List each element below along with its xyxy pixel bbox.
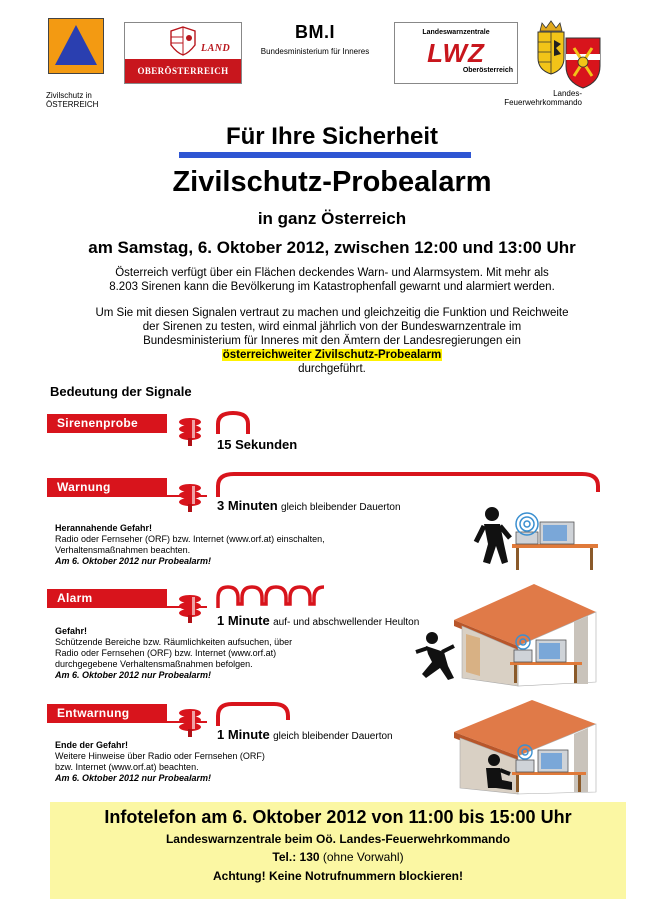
signal-info-line: Schützende Bereiche bzw. Räumlichkeiten aufsuchen, über: [55, 637, 293, 647]
person-sitting-in-house-scene: [448, 698, 600, 796]
zivilschutz-triangle-icon: [49, 19, 103, 73]
signal-info-warnung: [55, 523, 325, 567]
intro-p1-line2: 8.203 Sirenen kann die Bevölkerung im Katastrophenfall gewarnt und alarmiert werden.: [109, 281, 555, 293]
signal-duration-sirenenprobe-value: 15 Sekunden: [217, 437, 298, 452]
signal-duration-warnung: [217, 498, 401, 513]
signal-description-entwarnung: gleich bleibender Dauerton: [273, 731, 393, 742]
zivilschutz-logo: [48, 18, 104, 74]
intro-paragraph-2: [0, 306, 664, 376]
footer-warning: Achtung! Keine Notrufnummern blockieren!: [212, 869, 463, 883]
siren-icon: [177, 593, 207, 625]
person-running-into-house-scene: [414, 582, 600, 690]
signal-info-line: Radio oder Fernsehen (ORF) bzw. Internet (www.orf.at): [55, 648, 277, 658]
headline-underline: [179, 152, 471, 158]
signal-description-warnung: gleich bleibender Dauerton: [281, 502, 401, 513]
signal-info-title-warnung: Herannahende Gefahr!: [55, 523, 153, 533]
footer-telefon: [50, 850, 626, 864]
lwz-top-text: Landeswarnzentrale: [422, 29, 490, 36]
signal-tag-warnung: Warnung: [47, 478, 167, 497]
signal-wave-sirenenprobe: [214, 410, 254, 436]
bmi-subtitle: Bundesministerium für Inneres: [260, 47, 370, 56]
intro-p2-line3: Bundesministerium für Inneres mit den Ämtern der Landesregierungen ein: [143, 335, 521, 347]
siren-icon: [177, 707, 207, 739]
signal-info-line: Verhaltensmaßnahmen beachten.: [55, 545, 191, 555]
zivilschutz-caption-line2: ÖSTERREICH: [46, 100, 99, 109]
land-logo-name: OBERÖSTERREICH: [125, 59, 241, 83]
land-oberoesterreich-logo: [124, 22, 242, 84]
siren-icon: [177, 416, 207, 448]
footer-telefon-number[interactable]: Tel.: 130: [272, 850, 320, 864]
siren-icon: [177, 482, 207, 514]
footer-telefon-note: (ohne Vorwahl): [319, 850, 404, 864]
signal-duration-entwarnung-value: 1 Minute: [217, 727, 270, 742]
intro-p1-line1: Österreich verfügt über ein Flächen deckendes Warn- und Alarmsystem. Mit mehr als: [115, 267, 549, 279]
headline-scope: in ganz Österreich: [257, 209, 407, 228]
signal-note-alarm: Am 6. Oktober 2012 nur Probealarm!: [55, 670, 212, 680]
feuerwehr-caption-line2: Feuerwehrkommando: [504, 98, 582, 107]
footer-infotelefon: Infotelefon am 6. Oktober 2012 von 11:00 bis 15:00 Uhr: [104, 807, 572, 827]
feuerwehr-caption: [496, 89, 582, 107]
feuerwehr-caption-line1: Landes-: [553, 89, 582, 98]
bmi-title: BM.I: [295, 22, 335, 42]
signal-info-title-entwarnung: Ende der Gefahr!: [55, 740, 129, 750]
signal-info-entwarnung: [55, 740, 265, 784]
intro-p2-line5: durchgeführt.: [298, 363, 366, 375]
signal-note-entwarnung: Am 6. Oktober 2012 nur Probealarm!: [55, 773, 212, 783]
signals-heading: Bedeutung der Signale: [50, 384, 192, 399]
signal-info-alarm: [55, 626, 292, 681]
zivilschutz-caption-line1: Zivilschutz in: [46, 91, 92, 100]
signal-info-line: Weitere Hinweise über Radio oder Fernsehen (ORF): [55, 751, 265, 761]
footer-landeswarnzentrale: Landeswarnzentrale beim Oö. Landes-Feuerwehrkommando: [165, 832, 511, 846]
lwz-logo: [394, 22, 518, 84]
page-title: Zivilschutz-Probealarm: [172, 166, 492, 198]
lwz-bottom-text: Oberösterreich: [462, 67, 513, 74]
signal-description-alarm: auf- und abschwellender Heulton: [273, 617, 420, 628]
land-logo-land-text: LAND: [201, 43, 231, 54]
intro-p2-line1: Um Sie mit diesen Signalen vertraut zu machen und gleichzeitig die Funktion und Reichweite: [95, 307, 569, 319]
intro-paragraph-1: [0, 266, 664, 294]
signal-duration-warnung-value: 3 Minuten: [217, 498, 278, 513]
signal-info-line: durchgegebene Verhaltensmaßnahmen befolgen.: [55, 659, 253, 669]
intro-p2-line2: der Sirenen zu testen, wird einmal jährlich von der Bundeswarnzentrale im: [142, 321, 522, 333]
signal-duration-alarm-value: 1 Minute: [217, 613, 270, 628]
signal-wave-entwarnung: [214, 700, 294, 728]
signal-note-warnung: Am 6. Oktober 2012 nur Probealarm!: [55, 556, 212, 566]
feuerwehr-coat-of-arms-icon: [534, 18, 604, 90]
headline-date: am Samstag, 6. Oktober 2012, zwischen 12:00 und 13:00 Uhr: [88, 238, 576, 257]
signal-duration-sirenenprobe: [217, 437, 297, 452]
signal-info-line: bzw. Internet (www.orf.at) beachten.: [55, 762, 199, 772]
signal-tag-alarm: Alarm: [47, 589, 167, 608]
signal-wave-warnung: [214, 470, 604, 498]
headline-sicherheit: Für Ihre Sicherheit: [225, 123, 439, 150]
infotelefon-box: [50, 802, 626, 899]
signal-tag-entwarnung: Entwarnung: [47, 704, 167, 723]
intro-highlight: österreichweiter Zivilschutz-Probealarm: [222, 349, 442, 361]
lwz-big-text: LWZ: [427, 38, 485, 68]
signal-info-title-alarm: Gefahr!: [55, 626, 88, 636]
signal-wave-alarm: [214, 584, 330, 612]
signal-info-line: Radio oder Fernseher (ORF) bzw. Internet (www.orf.at) einschalten,: [55, 534, 325, 544]
zivilschutz-caption: [46, 91, 98, 109]
person-walking-to-tv-scene: [470, 502, 600, 572]
signal-tag-sirenenprobe: Sirenenprobe: [47, 414, 167, 433]
